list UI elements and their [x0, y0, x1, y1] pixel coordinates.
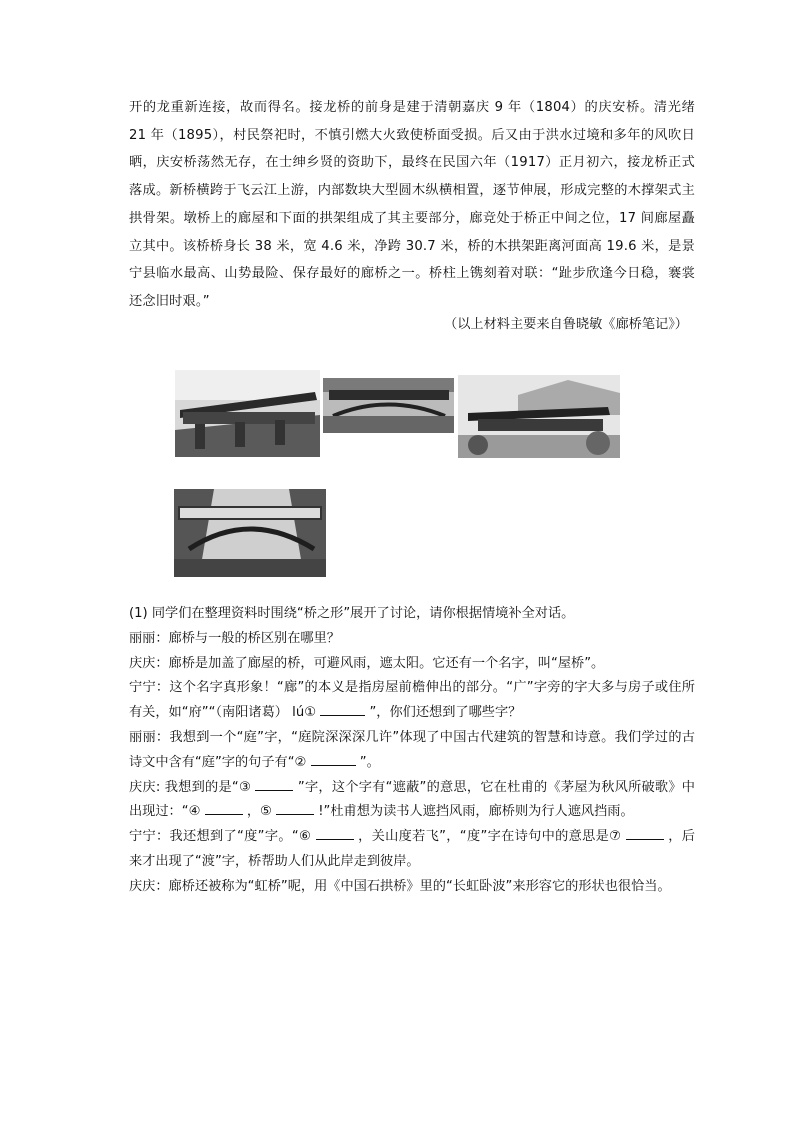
dialogue-line-6 [129, 825, 695, 875]
dialogue [129, 602, 695, 900]
dialogue-line-5-tail: !”杜甫想为读书人遮挡风雨，廊桥则为行人遮风挡雨。 [318, 804, 634, 820]
answer-blank-6[interactable] [316, 827, 354, 840]
dialogue-line-5 [129, 776, 695, 826]
dialogue-line-4 [129, 726, 695, 776]
dialogue-line-3-text: 宁宁：这个名字真形象！“廊”的本义是指房屋前檐伸出的部分。“广”字旁的字大多与房子或住所有关，如“府”“（南阳诸葛） [129, 680, 695, 721]
bridge-photo-2 [323, 378, 454, 433]
bridge-photo-1 [175, 370, 320, 457]
question-intro: (1) 同学们在整理资料时围绕“桥之形”展开了讨论，请你根据情境补全对话。 [129, 606, 575, 621]
answer-blank-3[interactable] [255, 778, 293, 791]
dialogue-line-1: 丽丽：廊桥与一般的桥区别在哪里？ [129, 630, 340, 646]
answer-blank-2[interactable] [311, 753, 356, 766]
dialogue-line-4-tail: ”。 [359, 754, 380, 770]
bridge-photo-3 [458, 375, 620, 458]
dialogue-line-3-tail: ”，你们还想到了哪些字？ [369, 705, 522, 721]
dialogue-line-6-tail: ，后来才出现了“渡”字，桥帮助人们从此岸走到彼岸。 [129, 829, 695, 869]
dialogue-line-2: 庆庆：廊桥是加盖了廊屋的桥，可避风雨，遮太阳。它还有一个名字，叫“屋桥”。 [129, 655, 605, 671]
answer-blank-7[interactable] [626, 827, 664, 840]
answer-blank-5[interactable] [276, 802, 314, 815]
dialogue-line-5-sep: ，⑤ [246, 804, 272, 820]
dialogue-line-3 [129, 676, 695, 726]
dialogue-line-6-mid: ，关山度若飞”，“度”字在诗句中的意思是⑦ [358, 829, 622, 845]
dialogue-line-4-text: 丽丽：我想到一个“庭”字，“庭院深深深几许”体现了中国古代建筑的智慧和诗意。我们学过的古诗文中含有“庭”字的句子有“② [129, 729, 695, 770]
answer-blank-4[interactable] [205, 802, 243, 815]
dialogue-line-5-text: 庆庆: 我想到的是“③ [129, 779, 252, 795]
dialogue-line-7: 庆庆：廊桥还被称为“虹桥”呢，用《中国石拱桥》里的“长虹卧波”来形容它的形状也很恰当。 [129, 878, 671, 894]
answer-blank-1[interactable] [320, 703, 365, 716]
passage-source: （以上材料主要来自鲁晓敏《廊桥笔记》） [444, 317, 688, 332]
passage-paragraph: 开的龙重新连接，故而得名。接龙桥的前身是建于清朝嘉庆 9 年（1804）的庆安桥。清光绪 21 年（1895），村民祭祀时，不慎引燃大火致使桥面受损。后又由于洪水过境和多年的风吹日晒，庆安桥荡然无存，在士绅乡贤的资助下，最终在民国六年（1917）正月初六，接龙桥正式落成。新桥横跨于飞云江上游，内部数块大型圆木纵横相置，逐节伸展，形成完整的木撑架式主拱骨架。墩桥上的廊屋和下面的拱架组成了其主要部分，廊竞处于桥正中间之位，17 间廊屋矗立其中。该桥桥身长 38 米，宽 4.6 米，净跨 30.7 米，桥的木拱架距离河面高 19.6 米，是景宁县临水最高、山势最险、保存最好的廊桥之一。桥柱上镌刻着对联：“趾步欣逢今日稳，褰裳还念旧时艰。” [129, 100, 695, 309]
bridge-photo-4 [174, 489, 326, 577]
pinyin-hint: lú① [292, 705, 317, 721]
dialogue-line-5-mid: ”字，这个字有“遮蔽”的意思，它在杜甫的《茅屋为秋风所破歌》中出现过：“④ [129, 779, 695, 820]
dialogue-line-6-text: 宁宁：我还想到了“度”字。“⑥ [129, 829, 312, 845]
